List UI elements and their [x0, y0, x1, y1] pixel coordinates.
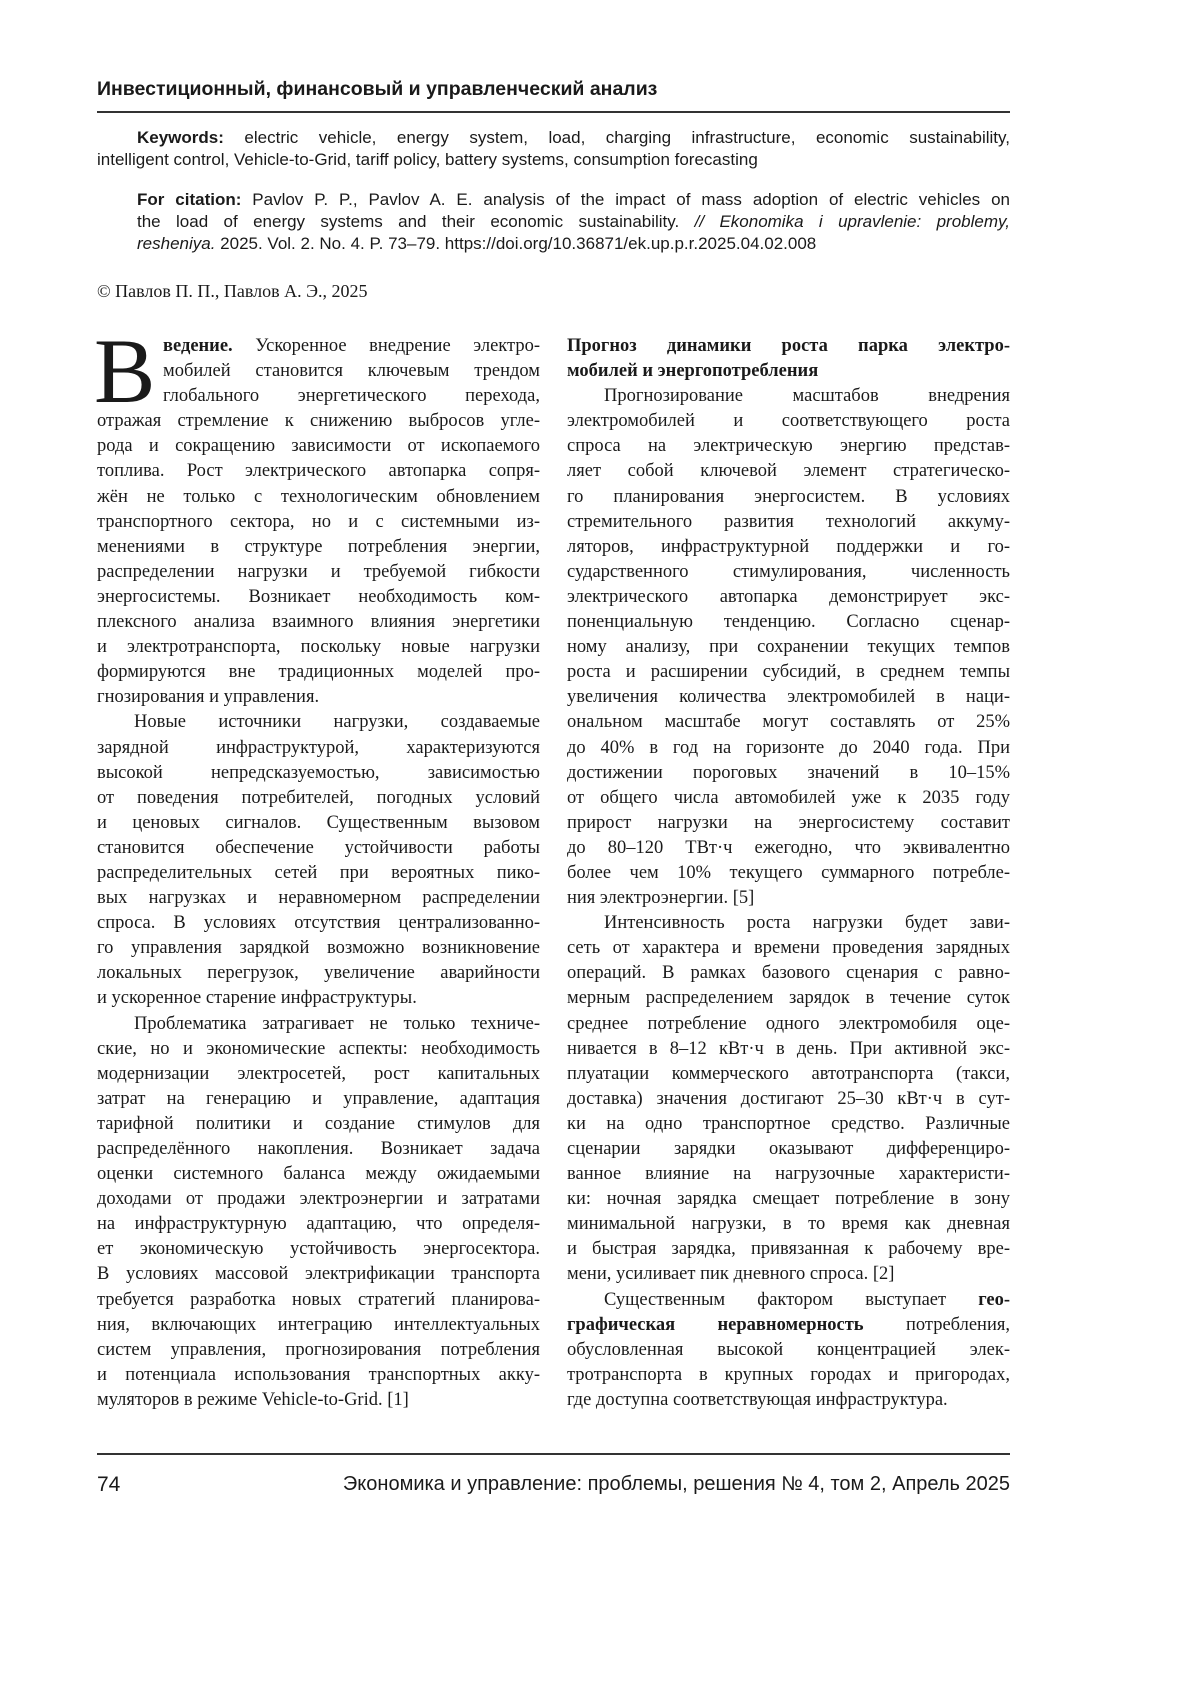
text-line: формируются вне традиционных моделей про-	[97, 660, 540, 685]
text-line: и электротранспорта, поскольку новые нагрузки	[97, 635, 540, 660]
text-line: доставка) значения достигают 25–30 кВт·ч в сут-	[567, 1087, 1010, 1112]
text-line: сеть от характера и времени проведения зарядных	[567, 936, 1010, 961]
text-line: ния электроэнергии. [5]	[567, 886, 1010, 911]
text-line: го планирования энергосистем. В условиях	[567, 485, 1010, 510]
text-line: распределённого накопления. Возникает задача	[97, 1137, 540, 1162]
text-line: ляторов, инфраструктурной поддержки и го-	[567, 535, 1010, 560]
text-line: ки на одно транспортное средство. Различные	[567, 1112, 1010, 1137]
citation-label: For citation:	[137, 190, 241, 209]
text-line: жён не только с технологическим обновлением	[97, 485, 540, 510]
text-line: стремительного развития технологий аккуму-	[567, 510, 1010, 535]
page-number: 74	[97, 1473, 120, 1497]
keywords-block	[97, 127, 1010, 171]
text-line: увеличения количества электромобилей в наци-	[567, 685, 1010, 710]
text-line: Проблематика затрагивает не только техниче-	[97, 1012, 540, 1037]
text-line: тарифной политики и создание стимулов для	[97, 1112, 540, 1137]
text-segment: потребления,	[864, 1315, 1010, 1335]
citation-journal: // Ekonomika i upravlenie: problemy,	[695, 212, 1010, 231]
text-line: где доступна соответствующая инфраструктура.	[567, 1388, 1010, 1413]
copyright: © Павлов П. П., Павлов А. Э., 2025	[97, 281, 368, 302]
paragraph	[567, 384, 1010, 911]
left-column	[97, 334, 540, 1413]
text-line	[567, 1313, 1010, 1338]
paragraph	[97, 1012, 540, 1414]
paragraph	[567, 1288, 1010, 1413]
text-line: ет экономическую устойчивость энергосектора.	[97, 1237, 540, 1262]
keywords-text: electric vehicle, energy system, load, charging infrastructure, economic sustainability,	[224, 128, 1010, 147]
text-line: ляет собой ключевой элемент стратегическо-	[567, 459, 1010, 484]
citation-doi[interactable]: 2025. Vol. 2. No. 4. P. 73–79. https://doi.org/10.36871/ek.up.p.r.2025.04.02.008	[215, 234, 816, 253]
bold-text: ведение.	[163, 336, 233, 356]
text-line: ки: ночная зарядка смещает потребление в зону	[567, 1187, 1010, 1212]
text-line: сударственного стимулирования, численность	[567, 560, 1010, 585]
text-line: ские, но и экономические аспекты: необходимость	[97, 1037, 540, 1062]
text-line: и ускоренное старение инфраструктуры.	[97, 986, 540, 1011]
paragraph	[567, 911, 1010, 1287]
text-line: транспортного сектора, но и с системными из-	[97, 510, 540, 535]
text-segment: Ускоренное внедрение электро-	[233, 336, 540, 356]
text-line: от общего числа автомобилей уже к 2035 году	[567, 786, 1010, 811]
citation-line	[97, 233, 1010, 255]
text-line: Интенсивность роста нагрузки будет зави-	[567, 911, 1010, 936]
keywords-line: intelligent control, Vehicle-to-Grid, tariff policy, battery systems, consumption forecasting	[97, 149, 1010, 171]
text-line: более чем 10% текущего суммарного потребле-	[567, 861, 1010, 886]
keywords-line	[97, 127, 1010, 149]
text-line: электрического автопарка демонстрирует экс-	[567, 585, 1010, 610]
text-line: и ценовых сигналов. Существенным вызовом	[97, 811, 540, 836]
text-line: распределительных сетей при вероятных пико-	[97, 861, 540, 886]
text-line: энергосистемы. Возникает необходимость ком-	[97, 585, 540, 610]
text-line: поненциальную тенденцию. Согласно сценар-	[567, 610, 1010, 635]
text-line: топлива. Рост электрического автопарка сопря-	[97, 459, 540, 484]
text-line: ональном масштабе могут составлять от 25%	[567, 710, 1010, 735]
citation-block	[97, 189, 1010, 255]
text-line: менениями в структуре потребления энергии,	[97, 535, 540, 560]
text-line: минимальной нагрузки, в то время как дневная	[567, 1212, 1010, 1237]
text-line: мобилей становится ключевым трендом	[97, 359, 540, 384]
text-line: модернизации электросетей, рост капитальных	[97, 1062, 540, 1087]
text-line: сценарии зарядки оказывают дифференциро-	[567, 1137, 1010, 1162]
footer-divider	[97, 1453, 1010, 1455]
keywords-label: Keywords:	[137, 128, 224, 147]
text-line: среднее потребление одного электромобиля оце-	[567, 1012, 1010, 1037]
text-line: и потенциала использования транспортных акку-	[97, 1363, 540, 1388]
text-line: глобального энергетического перехода,	[97, 384, 540, 409]
text-line: затрат на генерацию и управление, адаптация	[97, 1087, 540, 1112]
text-line: распределении нагрузки и требуемой гибкости	[97, 560, 540, 585]
text-line: на инфраструктурную адаптацию, что определя-	[97, 1212, 540, 1237]
text-line: зарядной инфраструктурой, характеризуются	[97, 736, 540, 761]
text-segment: Существенным фактором выступает	[604, 1290, 978, 1310]
text-line: до 80–120 ТВт·ч ежегодно, что эквивалентно	[567, 836, 1010, 861]
text-line: систем управления, прогнозирования потребления	[97, 1338, 540, 1363]
right-column	[567, 334, 1010, 1413]
text-line: требуется разработка новых стратегий планирова-	[97, 1288, 540, 1313]
text-line: гнозирования и управления.	[97, 685, 540, 710]
citation-text: the load of energy systems and their economic sustainability.	[137, 212, 695, 231]
journal-footer: Экономика и управление: проблемы, решения № 4, том 2, Апрель 2025	[343, 1473, 1010, 1496]
paragraph	[97, 334, 540, 710]
text-line: становится обеспечение устойчивости работы	[97, 836, 540, 861]
text-line: го управления зарядкой возможно возникновение	[97, 936, 540, 961]
bold-text: графическая неравномерность	[567, 1315, 864, 1335]
text-line: плексного анализа взаимного влияния энергетики	[97, 610, 540, 635]
text-line: В условиях массовой электрификации транспорта	[97, 1262, 540, 1287]
section-heading: мобилей и энергопотребления	[567, 359, 1010, 384]
citation-text: Pavlov P. P., Pavlov A. E. analysis of the impact of mass adoption of electric vehicles on	[241, 190, 1010, 209]
text-line: прирост нагрузки на энергосистему составит	[567, 811, 1010, 836]
drop-cap: В	[94, 325, 155, 417]
header-divider	[97, 111, 1010, 113]
text-line: Прогнозирование масштабов внедрения	[567, 384, 1010, 409]
text-line	[567, 1288, 1010, 1313]
citation-line	[97, 189, 1010, 211]
text-line: спроса на электрическую энергию представ-	[567, 434, 1010, 459]
text-line: высокой непредсказуемостью, зависимостью	[97, 761, 540, 786]
text-line: муляторов в режиме Vehicle-to-Grid. [1]	[97, 1388, 540, 1413]
section-header: Инвестиционный, финансовый и управленческий анализ	[97, 78, 657, 101]
text-line: нивается в 8–12 кВт·ч в день. При активной экс-	[567, 1037, 1010, 1062]
text-line: спроса. В условиях отсутствия централизованно-	[97, 911, 540, 936]
text-line: операций. В рамках базового сценария с равно-	[567, 961, 1010, 986]
text-line: и быстрая зарядка, привязанная к рабочему вре-	[567, 1237, 1010, 1262]
text-line: мерным распределением зарядок в течение суток	[567, 986, 1010, 1011]
text-line: до 40% в год на горизонте до 2040 года. При	[567, 736, 1010, 761]
text-line: оценки системного баланса между ожидаемыми	[97, 1162, 540, 1187]
text-line: ному анализу, при сохранении текущих темпов	[567, 635, 1010, 660]
text-line: локальных перегрузок, увеличение аварийности	[97, 961, 540, 986]
bold-text: гео-	[978, 1290, 1010, 1310]
text-line: тротранспорта в крупных городах и пригородах,	[567, 1363, 1010, 1388]
text-line: обусловленная высокой концентрацией элек-	[567, 1338, 1010, 1363]
text-line: отражая стремление к снижению выбросов угле-	[97, 409, 540, 434]
citation-journal: resheniya.	[137, 234, 215, 253]
text-line: доходами от продажи электроэнергии и затратами	[97, 1187, 540, 1212]
text-line: электромобилей и соответствующего роста	[567, 409, 1010, 434]
text-line: ванное влияние на нагрузочные характеристи-	[567, 1162, 1010, 1187]
paragraph	[97, 710, 540, 1011]
text-line	[97, 334, 540, 359]
text-line: рода и сокращению зависимости от ископаемого	[97, 434, 540, 459]
text-line: Новые источники нагрузки, создаваемые	[97, 710, 540, 735]
text-line: достижении пороговых значений в 10–15%	[567, 761, 1010, 786]
text-line: вых нагрузках и неравномерном распределении	[97, 886, 540, 911]
text-line: от поведения потребителей, погодных условий	[97, 786, 540, 811]
text-line: ния, включающих интеграцию интеллектуальных	[97, 1313, 540, 1338]
text-line: плуатации коммерческого автотранспорта (такси,	[567, 1062, 1010, 1087]
citation-line	[97, 211, 1010, 233]
text-line: роста и расширении субсидий, в среднем темпы	[567, 660, 1010, 685]
text-line: мени, усиливает пик дневного спроса. [2]	[567, 1262, 1010, 1287]
section-heading: Прогноз динамики роста парка электро-	[567, 334, 1010, 359]
